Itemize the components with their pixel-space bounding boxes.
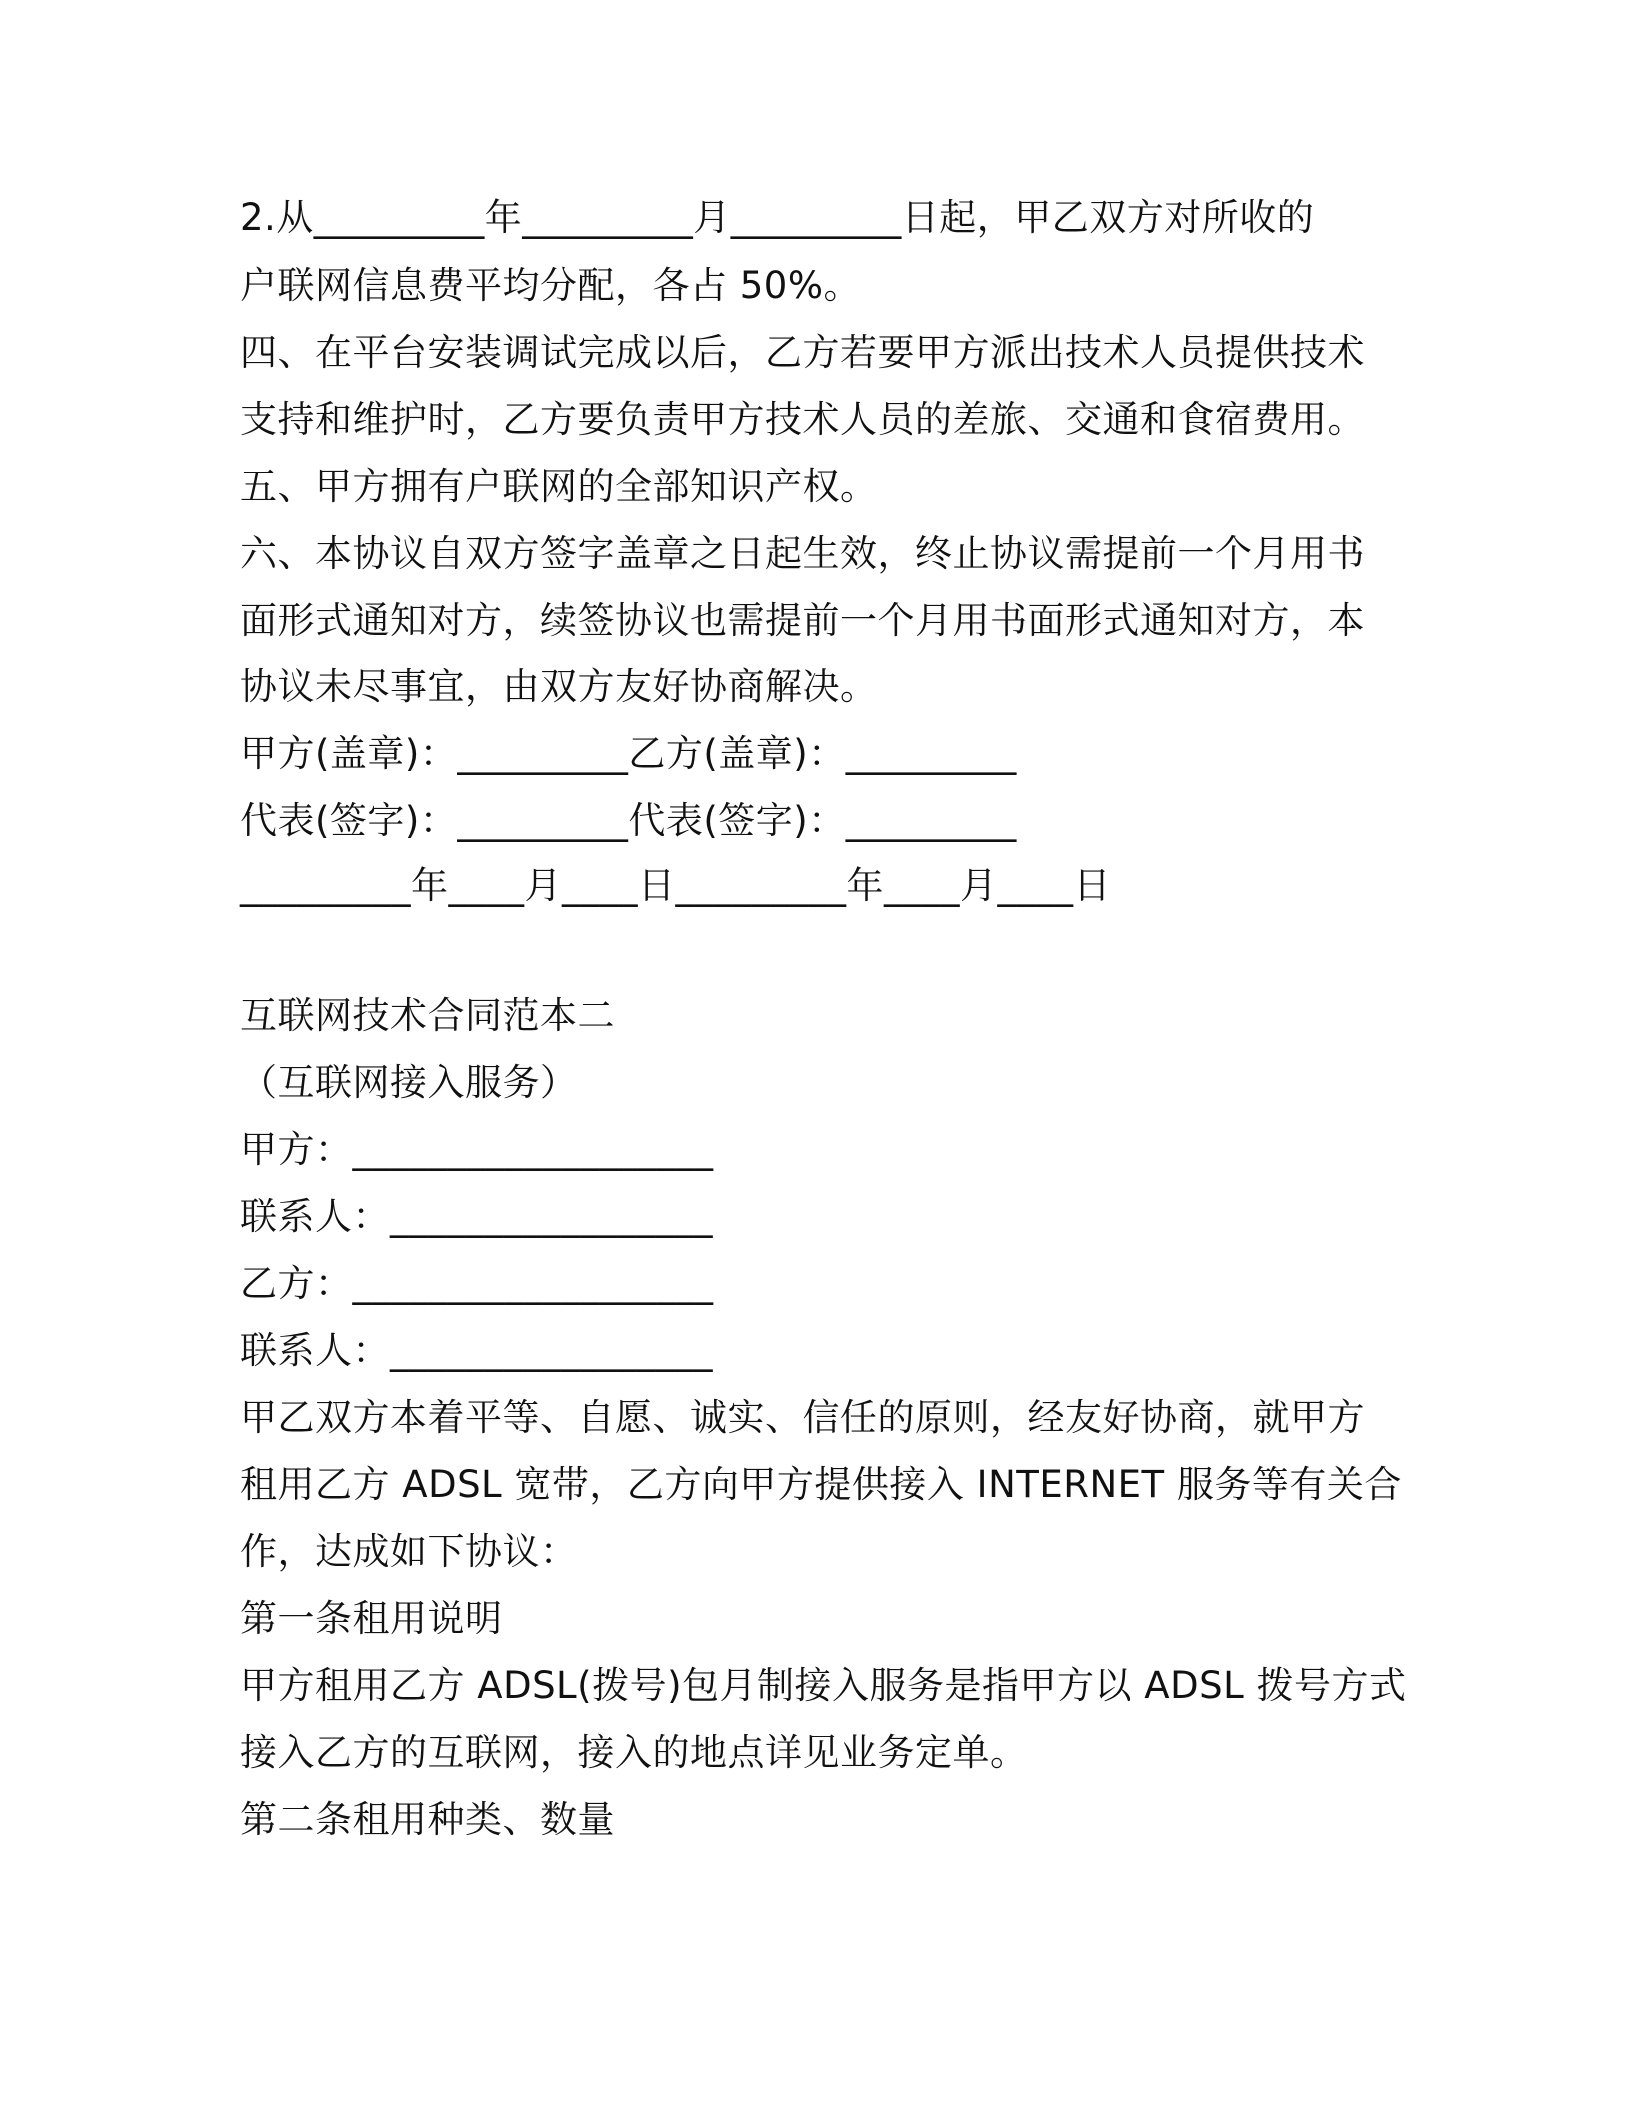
section-subtitle: （互联网接入服务） [240,1061,578,1104]
article-2-heading: 第二条租用种类、数量 [240,1798,615,1841]
article-1-heading: 第一条租用说明 [240,1597,503,1640]
clause-6-line-2: 面形式通知对方，续签协议也需提前一个月用书面形式通知对方，本 [240,599,1365,642]
clause-6-line-3: 协议未尽事宜，由双方友好协商解决。 [240,665,878,708]
party-a-field: 甲方：___________________ [240,1128,714,1171]
signature-line: 代表(签字)：_________代表(签字)：_________ [240,799,1017,842]
clause-2-line-2: 户联网信息费平均分配，各占 50%。 [240,264,861,307]
intro-line-3: 作，达成如下协议： [240,1530,578,1573]
section-title: 互联网技术合同范本二 [240,994,615,1037]
clause-5: 五、甲方拥有户联网的全部知识产权。 [240,465,878,508]
clause-6-line-1: 六、本协议自双方签字盖章之日起生效，终止协议需提前一个月用书 [240,532,1365,575]
contact-a-field: 联系人：_________________ [240,1195,713,1238]
clause-4-line-1: 四、在平台安装调试完成以后，乙方若要甲方派出技术人员提供技术 [240,331,1365,374]
clause-2-line-1: 2.从_________年_________月_________日起，甲乙双方对所收的 [240,196,1315,239]
date-line: _________年____月____日_________年____月____日 [240,864,1111,907]
contact-b-field: 联系人：_________________ [240,1329,713,1372]
intro-line-2: 租用乙方 ADSL 宽带，乙方向甲方提供接入 INTERNET 服务等有关合 [240,1463,1402,1506]
seal-line: 甲方(盖章)：_________乙方(盖章)：_________ [240,732,1017,775]
article-1-line-2: 接入乙方的互联网，接入的地点详见业务定单。 [240,1731,1028,1774]
clause-4-line-2: 支持和维护时，乙方要负责甲方技术人员的差旅、交通和食宿费用。 [240,398,1365,441]
article-1-line-1: 甲方租用乙方 ADSL(拨号)包月制接入服务是指甲方以 ADSL 拨号方式 [240,1664,1407,1707]
party-b-field: 乙方：___________________ [240,1262,714,1305]
intro-line-1: 甲乙双方本着平等、自愿、诚实、信任的原则，经友好协商，就甲方 [240,1396,1365,1439]
